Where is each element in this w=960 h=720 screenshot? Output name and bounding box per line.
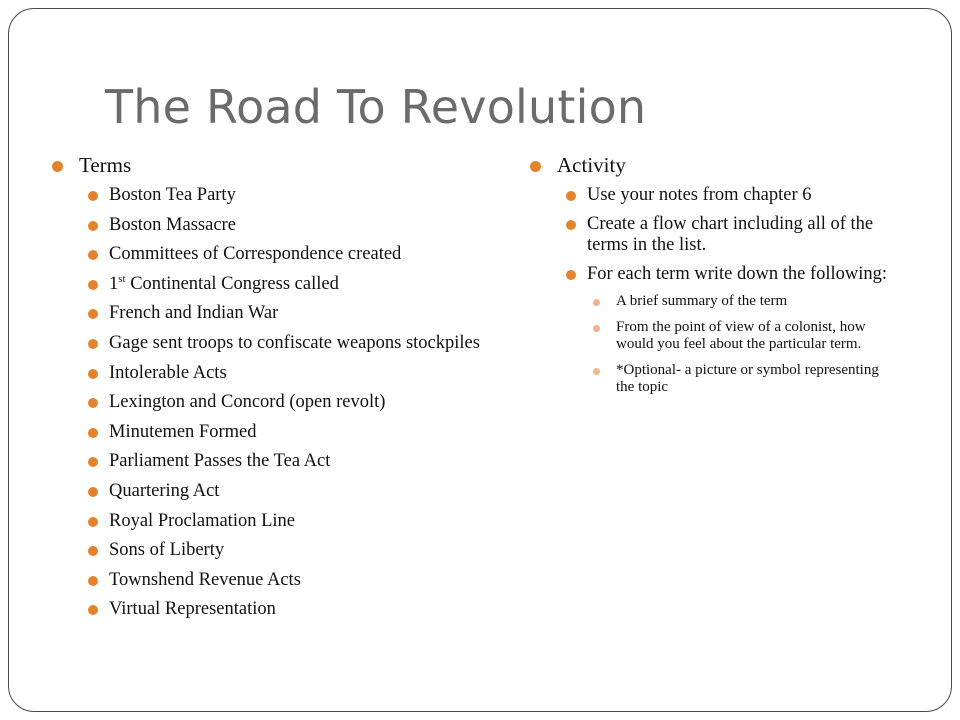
term-item: Lexington and Concord (open revolt)	[50, 392, 490, 413]
terms-column	[50, 152, 490, 629]
slide-title: The Road To Revolution	[105, 80, 647, 134]
term-item-superscript: st	[118, 272, 126, 285]
term-item: Committees of Correspondence created	[50, 244, 490, 265]
term-item: Gage sent troops to confiscate weapons stockpiles	[50, 333, 490, 354]
activity-subitem: A brief summary of the term	[528, 293, 898, 311]
activity-item: Use your notes from chapter 6	[528, 185, 898, 206]
activity-column	[528, 152, 898, 405]
activity-subitem: *Optional- a picture or symbol representing the topic	[528, 362, 898, 397]
activity-item: For each term write down the following:	[528, 264, 898, 285]
term-item: Minutemen Formed	[50, 422, 490, 443]
activity-subitem: From the point of view of a colonist, how would you feel about the particular term.	[528, 319, 898, 354]
term-item: Boston Massacre	[50, 215, 490, 236]
term-item-number: 1	[109, 273, 119, 294]
term-item: Townshend Revenue Acts	[50, 570, 490, 591]
term-item: Virtual Representation	[50, 599, 490, 620]
term-item: Intolerable Acts	[50, 363, 490, 384]
term-item: Royal Proclamation Line	[50, 511, 490, 532]
term-item: Quartering Act	[50, 481, 490, 502]
term-item: Parliament Passes the Tea Act	[50, 451, 490, 472]
activity-item: Create a flow chart including all of the terms in the list.	[528, 214, 898, 256]
term-item: Sons of Liberty	[50, 540, 490, 561]
terms-heading: Terms	[50, 152, 490, 178]
activity-heading: Activity	[528, 152, 898, 178]
term-item: Boston Tea Party	[50, 185, 490, 206]
term-item-rest: Continental Congress called	[125, 273, 339, 294]
term-item: French and Indian War	[50, 303, 490, 324]
term-item-continental-congress	[50, 274, 490, 295]
